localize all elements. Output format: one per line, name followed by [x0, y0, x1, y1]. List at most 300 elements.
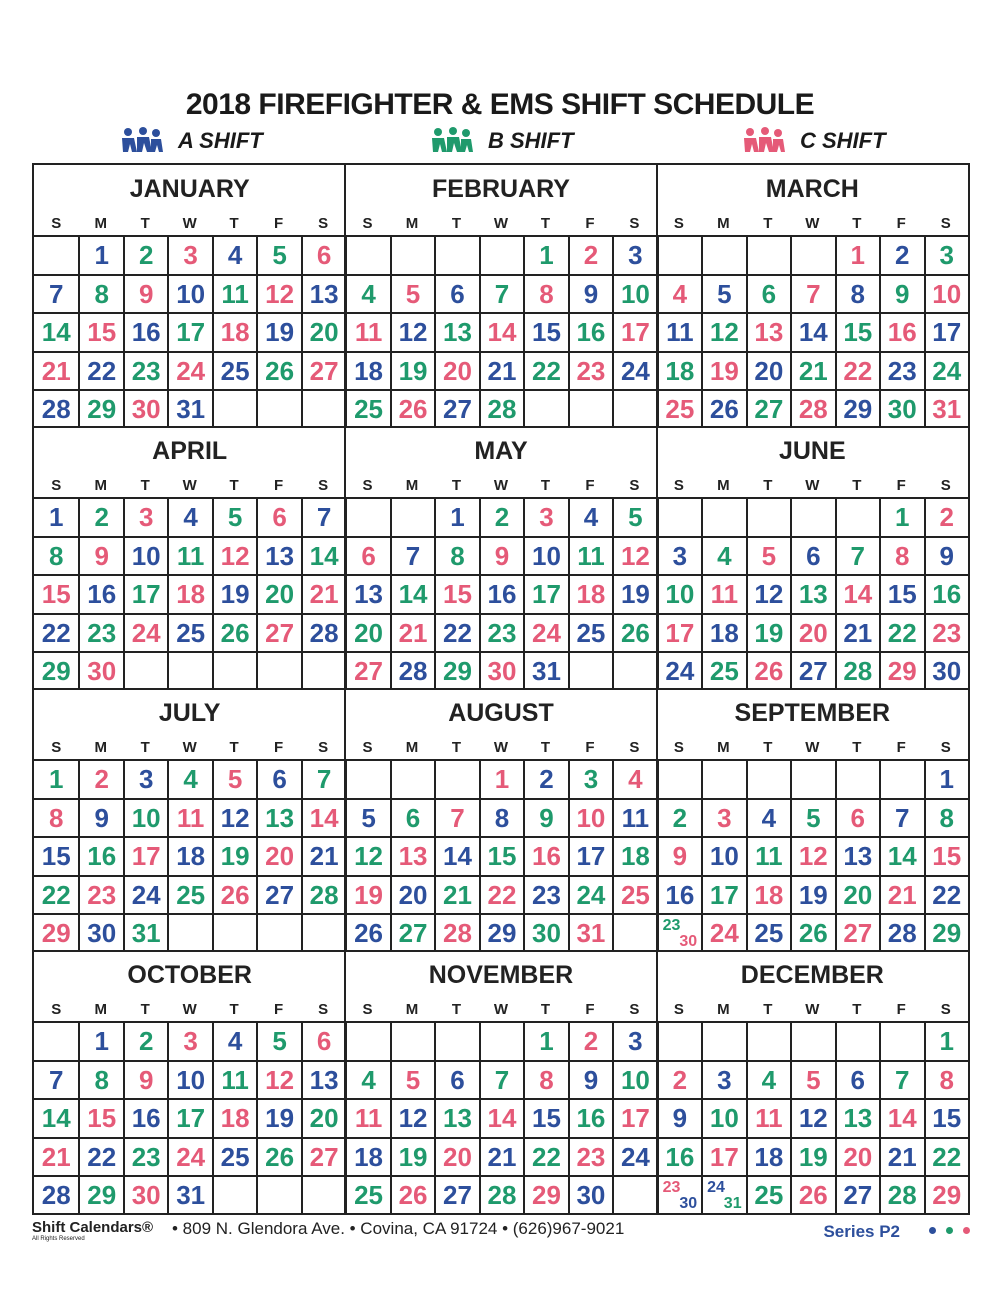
day-cell — [345, 759, 389, 798]
weekday-header: T — [852, 477, 862, 494]
day-cell — [212, 389, 256, 428]
weekday-header: F — [274, 1001, 284, 1018]
day-cell: 15 — [523, 1098, 567, 1137]
day-cell: 1 — [835, 235, 879, 274]
day-cell: 28 — [301, 613, 345, 652]
shift-dots — [929, 1227, 970, 1234]
day-cell: 7 — [34, 1060, 78, 1099]
day-cell: 3 — [657, 536, 701, 575]
weekday-header: F — [274, 477, 284, 494]
day-cell: 19 — [790, 875, 834, 914]
day-cell: 25 — [657, 389, 701, 428]
weekday-header: S — [940, 215, 951, 232]
day-cell: 19 — [390, 1137, 434, 1176]
firefighters-icon — [428, 126, 474, 156]
weekday-header: S — [51, 739, 62, 756]
day-cell: 21 — [835, 613, 879, 652]
day-cell: 11 — [746, 1098, 790, 1137]
day-cell: 23 — [479, 613, 523, 652]
month-name: APRIL — [152, 437, 228, 465]
day-cell: 16 — [657, 1137, 701, 1176]
day-cell: 4 — [212, 235, 256, 274]
day-cell: 28 — [879, 1175, 923, 1214]
day-cell — [301, 651, 345, 690]
day-cell: 19 — [390, 351, 434, 390]
day-cell: 25 — [345, 1175, 389, 1214]
day-cell: 7 — [479, 1060, 523, 1099]
day-cell: 7 — [479, 274, 523, 313]
day-cell: 20 — [835, 1137, 879, 1176]
day-cell: 30 — [78, 651, 122, 690]
day-cell: 8 — [523, 274, 567, 313]
day-cell: 12 — [790, 1098, 834, 1137]
day-cell: 16 — [123, 1098, 167, 1137]
day-cell — [479, 235, 523, 274]
day-cell: 24 — [167, 351, 211, 390]
day-cell: 15 — [924, 1098, 968, 1137]
weekday-header: F — [896, 1001, 906, 1018]
day-cell: 2 — [568, 1021, 612, 1060]
day-cell: 12 — [212, 536, 256, 575]
weekday-header: T — [451, 1001, 462, 1018]
day-cell — [212, 1175, 256, 1214]
day-cell: 19 — [256, 312, 300, 351]
day-cell: 1 — [78, 235, 122, 274]
day-cell: 28 — [301, 875, 345, 914]
calendar-grid — [32, 163, 970, 1215]
day-cell: 9 — [479, 536, 523, 575]
weekday-header: S — [51, 215, 62, 232]
day-cell: 29 — [523, 1175, 567, 1214]
day-cell: 26 — [612, 613, 656, 652]
weekday-header: T — [763, 477, 773, 494]
day-cell: 29 — [78, 389, 122, 428]
day-cell: 14 — [879, 1098, 923, 1137]
day-cell: 18 — [657, 351, 701, 390]
day-cell: 19 — [612, 574, 656, 613]
legend-label: C SHIFT — [800, 128, 886, 153]
day-cell: 30 — [568, 1175, 612, 1214]
day-cell: 21 — [34, 351, 78, 390]
day-cell: 27 — [301, 351, 345, 390]
day-cell: 23 — [123, 351, 167, 390]
day-cell: 5 — [612, 497, 656, 536]
day-cell: 30 — [924, 651, 968, 690]
legend-label: B SHIFT — [488, 128, 574, 153]
day-cell — [256, 651, 300, 690]
day-cell — [790, 497, 834, 536]
day-cell: 9 — [879, 274, 923, 313]
brand-name: Shift Calendars® — [32, 1219, 154, 1236]
day-cell: 18 — [568, 574, 612, 613]
weekday-header: T — [229, 477, 239, 494]
day-number: 31 — [723, 1194, 742, 1212]
day-cell — [123, 651, 167, 690]
day-cell — [657, 759, 701, 798]
day-cell: 14 — [390, 574, 434, 613]
day-cell: 18 — [167, 574, 211, 613]
day-number: 23 — [662, 917, 681, 934]
day-cell: 25 — [612, 875, 656, 914]
day-cell: 29 — [924, 913, 968, 952]
day-cell: 25 — [701, 651, 745, 690]
day-cell — [345, 235, 389, 274]
day-cell: 27 — [835, 913, 879, 952]
weekday-header: F — [896, 477, 906, 494]
day-cell: 16 — [924, 574, 968, 613]
day-cell: 25 — [746, 913, 790, 952]
day-cell: 10 — [612, 1060, 656, 1099]
day-cell: 5 — [701, 274, 745, 313]
day-cell: 28 — [479, 1175, 523, 1214]
weekday-header: F — [585, 215, 595, 232]
day-cell: 6 — [345, 536, 389, 575]
day-cell: 8 — [34, 798, 78, 837]
weekday-header: W — [805, 739, 820, 756]
month-september — [657, 689, 968, 951]
weekday-header: M — [717, 1001, 730, 1018]
day-cell — [701, 1175, 745, 1214]
day-cell: 25 — [167, 875, 211, 914]
day-cell — [479, 1021, 523, 1060]
day-cell: 1 — [34, 759, 78, 798]
day-cell: 6 — [301, 1021, 345, 1060]
day-cell: 9 — [78, 798, 122, 837]
weekday-header: F — [585, 477, 595, 494]
firefighters-icon — [118, 126, 164, 156]
day-cell: 8 — [78, 274, 122, 313]
day-cell: 10 — [167, 274, 211, 313]
weekday-header: S — [362, 215, 373, 232]
day-cell: 6 — [835, 798, 879, 837]
day-cell: 20 — [256, 836, 300, 875]
day-cell: 20 — [790, 613, 834, 652]
day-cell — [657, 913, 701, 952]
weekday-header: T — [140, 477, 150, 494]
day-cell: 13 — [434, 1098, 478, 1137]
day-cell: 15 — [78, 312, 122, 351]
day-cell: 29 — [879, 651, 923, 690]
weekday-header: T — [229, 1001, 239, 1018]
day-number: 24 — [707, 1179, 725, 1196]
day-cell: 16 — [568, 312, 612, 351]
day-cell: 10 — [657, 574, 701, 613]
weekday-header: W — [805, 215, 820, 232]
day-cell: 9 — [123, 1060, 167, 1099]
day-cell: 23 — [879, 351, 923, 390]
day-cell — [256, 389, 300, 428]
day-cell: 7 — [434, 798, 478, 837]
day-cell: 7 — [790, 274, 834, 313]
day-cell: 2 — [523, 759, 567, 798]
weekday-header: T — [140, 739, 150, 756]
day-cell: 10 — [123, 798, 167, 837]
day-cell: 3 — [523, 497, 567, 536]
day-cell: 15 — [924, 836, 968, 875]
day-cell: 29 — [434, 651, 478, 690]
day-cell: 18 — [746, 1137, 790, 1176]
day-cell: 26 — [212, 613, 256, 652]
weekday-header: T — [540, 215, 551, 232]
day-cell: 8 — [479, 798, 523, 837]
day-cell: 25 — [746, 1175, 790, 1214]
weekday-header: T — [540, 477, 551, 494]
day-cell: 3 — [123, 759, 167, 798]
day-cell: 9 — [568, 274, 612, 313]
day-cell: 30 — [123, 389, 167, 428]
weekday-header: T — [763, 215, 773, 232]
day-cell: 16 — [879, 312, 923, 351]
weekday-header: T — [229, 739, 239, 756]
day-cell: 3 — [123, 497, 167, 536]
day-cell: 1 — [479, 759, 523, 798]
weekday-header: S — [51, 477, 62, 494]
day-cell: 6 — [434, 1060, 478, 1099]
day-cell: 13 — [256, 798, 300, 837]
day-cell: 11 — [167, 798, 211, 837]
day-cell: 26 — [345, 913, 389, 952]
day-cell: 11 — [212, 274, 256, 313]
weekday-header: T — [852, 739, 862, 756]
day-cell: 15 — [879, 574, 923, 613]
day-cell: 4 — [167, 497, 211, 536]
day-cell: 25 — [212, 351, 256, 390]
day-cell: 13 — [345, 574, 389, 613]
day-cell: 21 — [479, 1137, 523, 1176]
footer — [32, 1219, 970, 1249]
day-cell: 23 — [123, 1137, 167, 1176]
page-title: 2018 FIREFIGHTER & EMS SHIFT SCHEDULE — [185, 88, 815, 121]
day-cell: 28 — [434, 913, 478, 952]
day-cell — [701, 759, 745, 798]
day-cell: 25 — [167, 613, 211, 652]
day-cell: 18 — [345, 351, 389, 390]
day-cell: 12 — [390, 312, 434, 351]
legend-b-shift — [428, 126, 574, 156]
day-cell: 23 — [78, 613, 122, 652]
month-name: DECEMBER — [740, 961, 884, 989]
day-cell: 1 — [523, 1021, 567, 1060]
day-cell: 25 — [345, 389, 389, 428]
day-cell: 13 — [746, 312, 790, 351]
day-cell: 29 — [34, 913, 78, 952]
day-cell: 5 — [256, 235, 300, 274]
day-cell: 7 — [879, 1060, 923, 1099]
day-cell — [434, 235, 478, 274]
weekday-header: W — [182, 215, 197, 232]
day-cell: 12 — [256, 1060, 300, 1099]
day-cell: 31 — [523, 651, 567, 690]
day-cell — [256, 913, 300, 952]
weekday-header: T — [451, 739, 462, 756]
day-cell: 27 — [345, 651, 389, 690]
weekday-header: M — [405, 739, 419, 756]
day-cell: 6 — [790, 536, 834, 575]
day-cell: 5 — [390, 1060, 434, 1099]
weekday-header: T — [451, 477, 462, 494]
day-cell: 21 — [390, 613, 434, 652]
day-cell: 31 — [568, 913, 612, 952]
month-name: SEPTEMBER — [734, 699, 891, 727]
day-cell: 8 — [924, 798, 968, 837]
month-december — [657, 951, 968, 1213]
day-cell: 8 — [434, 536, 478, 575]
day-cell: 26 — [256, 351, 300, 390]
weekday-header: S — [629, 1001, 640, 1018]
weekday-header: S — [940, 1001, 951, 1018]
day-cell: 23 — [568, 351, 612, 390]
day-cell: 22 — [523, 1137, 567, 1176]
day-cell: 5 — [746, 536, 790, 575]
day-cell: 1 — [434, 497, 478, 536]
day-cell: 1 — [78, 1021, 122, 1060]
day-cell: 13 — [390, 836, 434, 875]
day-cell: 11 — [167, 536, 211, 575]
day-cell: 27 — [434, 1175, 478, 1214]
month-june — [657, 427, 968, 689]
day-cell: 1 — [34, 497, 78, 536]
day-cell: 3 — [167, 235, 211, 274]
legend-label: A SHIFT — [178, 128, 263, 153]
day-cell: 4 — [746, 1060, 790, 1099]
day-cell: 3 — [612, 1021, 656, 1060]
day-cell — [612, 913, 656, 952]
day-cell: 1 — [924, 1021, 968, 1060]
day-cell: 22 — [479, 875, 523, 914]
weekday-header: S — [673, 477, 684, 494]
day-cell — [167, 651, 211, 690]
day-cell: 13 — [256, 536, 300, 575]
day-cell: 18 — [746, 875, 790, 914]
day-cell: 17 — [924, 312, 968, 351]
day-cell: 12 — [612, 536, 656, 575]
day-cell: 7 — [835, 536, 879, 575]
day-cell: 3 — [612, 235, 656, 274]
day-cell: 3 — [701, 798, 745, 837]
day-cell: 6 — [390, 798, 434, 837]
day-cell: 11 — [212, 1060, 256, 1099]
day-cell: 18 — [212, 1098, 256, 1137]
day-cell: 17 — [612, 1098, 656, 1137]
day-cell: 26 — [790, 913, 834, 952]
day-cell: 13 — [301, 1060, 345, 1099]
day-cell: 26 — [212, 875, 256, 914]
day-cell: 25 — [568, 613, 612, 652]
day-cell: 24 — [123, 613, 167, 652]
day-cell: 18 — [701, 613, 745, 652]
weekday-header: F — [585, 1001, 595, 1018]
day-cell: 29 — [479, 913, 523, 952]
day-cell: 23 — [924, 613, 968, 652]
day-cell: 24 — [167, 1137, 211, 1176]
day-cell: 8 — [879, 536, 923, 575]
day-cell — [790, 235, 834, 274]
weekday-header: F — [896, 215, 906, 232]
day-cell — [879, 759, 923, 798]
day-cell: 6 — [256, 497, 300, 536]
day-cell: 9 — [78, 536, 122, 575]
day-cell — [701, 1021, 745, 1060]
day-cell: 19 — [790, 1137, 834, 1176]
month-may — [345, 427, 656, 689]
day-cell: 17 — [701, 1137, 745, 1176]
day-cell: 28 — [34, 389, 78, 428]
day-cell: 18 — [345, 1137, 389, 1176]
day-cell: 11 — [701, 574, 745, 613]
day-cell: 16 — [78, 836, 122, 875]
day-cell: 13 — [835, 1098, 879, 1137]
day-cell: 24 — [612, 351, 656, 390]
weekday-header: M — [717, 215, 730, 232]
day-cell — [612, 1175, 656, 1214]
day-cell: 26 — [790, 1175, 834, 1214]
day-cell — [657, 1175, 701, 1214]
day-cell: 27 — [256, 613, 300, 652]
day-cell: 22 — [924, 1137, 968, 1176]
weekday-header: F — [896, 739, 906, 756]
weekday-header: S — [318, 215, 329, 232]
weekday-header: F — [274, 215, 284, 232]
month-name: FEBRUARY — [432, 175, 570, 203]
day-cell: 14 — [835, 574, 879, 613]
day-cell: 26 — [390, 389, 434, 428]
day-cell: 11 — [345, 1098, 389, 1137]
day-cell: 30 — [523, 913, 567, 952]
day-cell — [746, 497, 790, 536]
day-cell: 2 — [924, 497, 968, 536]
weekday-header: F — [274, 739, 284, 756]
day-cell: 10 — [167, 1060, 211, 1099]
day-cell: 26 — [701, 389, 745, 428]
day-cell: 15 — [479, 836, 523, 875]
day-cell: 2 — [479, 497, 523, 536]
day-cell: 24 — [657, 651, 701, 690]
weekday-header: S — [362, 477, 373, 494]
day-cell: 12 — [345, 836, 389, 875]
day-cell: 12 — [701, 312, 745, 351]
day-cell — [612, 389, 656, 428]
day-cell: 14 — [34, 1098, 78, 1137]
day-cell: 19 — [701, 351, 745, 390]
day-cell: 21 — [879, 875, 923, 914]
day-cell: 16 — [657, 875, 701, 914]
month-october — [34, 951, 345, 1213]
day-cell: 31 — [924, 389, 968, 428]
day-cell: 20 — [835, 875, 879, 914]
day-cell: 22 — [879, 613, 923, 652]
weekday-header: W — [182, 1001, 197, 1018]
day-cell: 5 — [390, 274, 434, 313]
day-cell: 15 — [34, 574, 78, 613]
day-cell: 5 — [790, 1060, 834, 1099]
day-cell: 15 — [523, 312, 567, 351]
day-cell: 2 — [657, 1060, 701, 1099]
day-cell: 19 — [345, 875, 389, 914]
firefighters-icon — [740, 126, 786, 156]
day-cell — [701, 235, 745, 274]
day-cell: 16 — [78, 574, 122, 613]
day-cell: 3 — [701, 1060, 745, 1099]
weekday-header: T — [852, 1001, 862, 1018]
day-cell: 29 — [924, 1175, 968, 1214]
day-cell — [301, 913, 345, 952]
day-cell: 14 — [301, 536, 345, 575]
weekday-header: S — [673, 1001, 684, 1018]
day-cell: 9 — [123, 274, 167, 313]
day-cell: 1 — [924, 759, 968, 798]
brand-logo — [32, 1219, 153, 1242]
day-cell: 5 — [212, 759, 256, 798]
